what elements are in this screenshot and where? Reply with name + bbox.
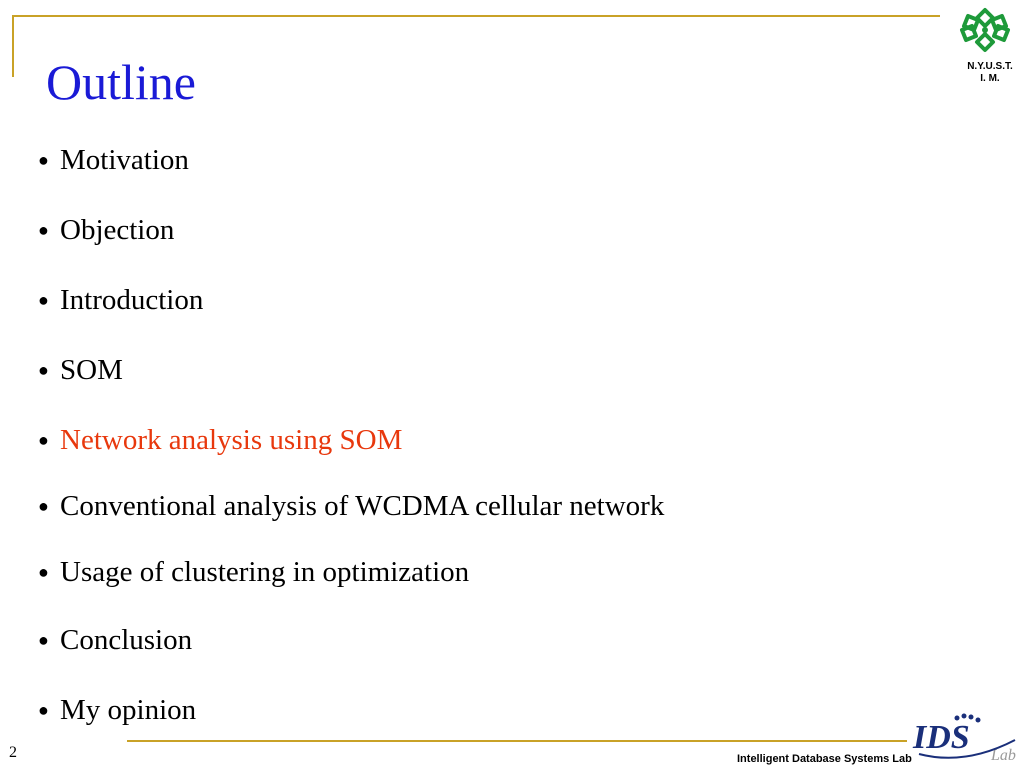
slide-title: Outline — [46, 54, 196, 110]
outline-item-network-analysis — [38, 420, 402, 460]
outline-item-introduction — [38, 280, 203, 320]
outline-item-conclusion — [38, 620, 192, 660]
bullet-icon: ● — [38, 430, 49, 450]
bullet-icon: ● — [38, 700, 49, 720]
outline-item-label: Usage of clustering in optimization — [60, 556, 470, 588]
bullet-icon: ● — [38, 630, 49, 650]
outline-item-label: Network analysis using SOM — [60, 424, 403, 456]
lab-logo-text: IDS — [913, 719, 970, 756]
outline-item-label: Conventional analysis of WCDMA cellular network — [60, 490, 665, 522]
bullet-icon: ● — [38, 220, 49, 240]
outline-item-my-opinion — [38, 690, 196, 730]
top-frame-line — [12, 15, 940, 17]
lab-name: Intelligent Database Systems Lab — [737, 753, 912, 765]
outline-item-label: Motivation — [60, 144, 189, 176]
ids-lab-logo-icon — [905, 708, 1023, 768]
outline-item-label: Objection — [60, 214, 175, 246]
bullet-icon: ● — [38, 496, 49, 516]
university-logo-line2: I. M. — [980, 73, 1000, 84]
page-number: 2 — [9, 744, 17, 761]
outline-item-label: My opinion — [60, 694, 197, 726]
bullet-icon: ● — [38, 290, 49, 310]
outline-item-objection — [38, 210, 174, 250]
bullet-icon: ● — [38, 150, 49, 170]
left-frame-line — [12, 15, 14, 77]
outline-item-som — [38, 350, 123, 390]
outline-item-conventional-analysis — [38, 486, 664, 526]
university-logo-line1: N.Y.U.S.T. — [967, 61, 1013, 72]
outline-item-label: Introduction — [60, 284, 204, 316]
bullet-icon: ● — [38, 562, 49, 582]
lab-logo-sub: Lab — [991, 747, 1016, 764]
outline-item-label: SOM — [60, 354, 123, 386]
outline-item-motivation — [38, 140, 189, 180]
bullet-icon: ● — [38, 360, 49, 380]
bottom-frame-line — [127, 740, 907, 742]
outline-item-label: Conclusion — [60, 624, 193, 656]
outline-item-clustering-usage — [38, 552, 469, 592]
university-logo-label — [950, 61, 1024, 85]
